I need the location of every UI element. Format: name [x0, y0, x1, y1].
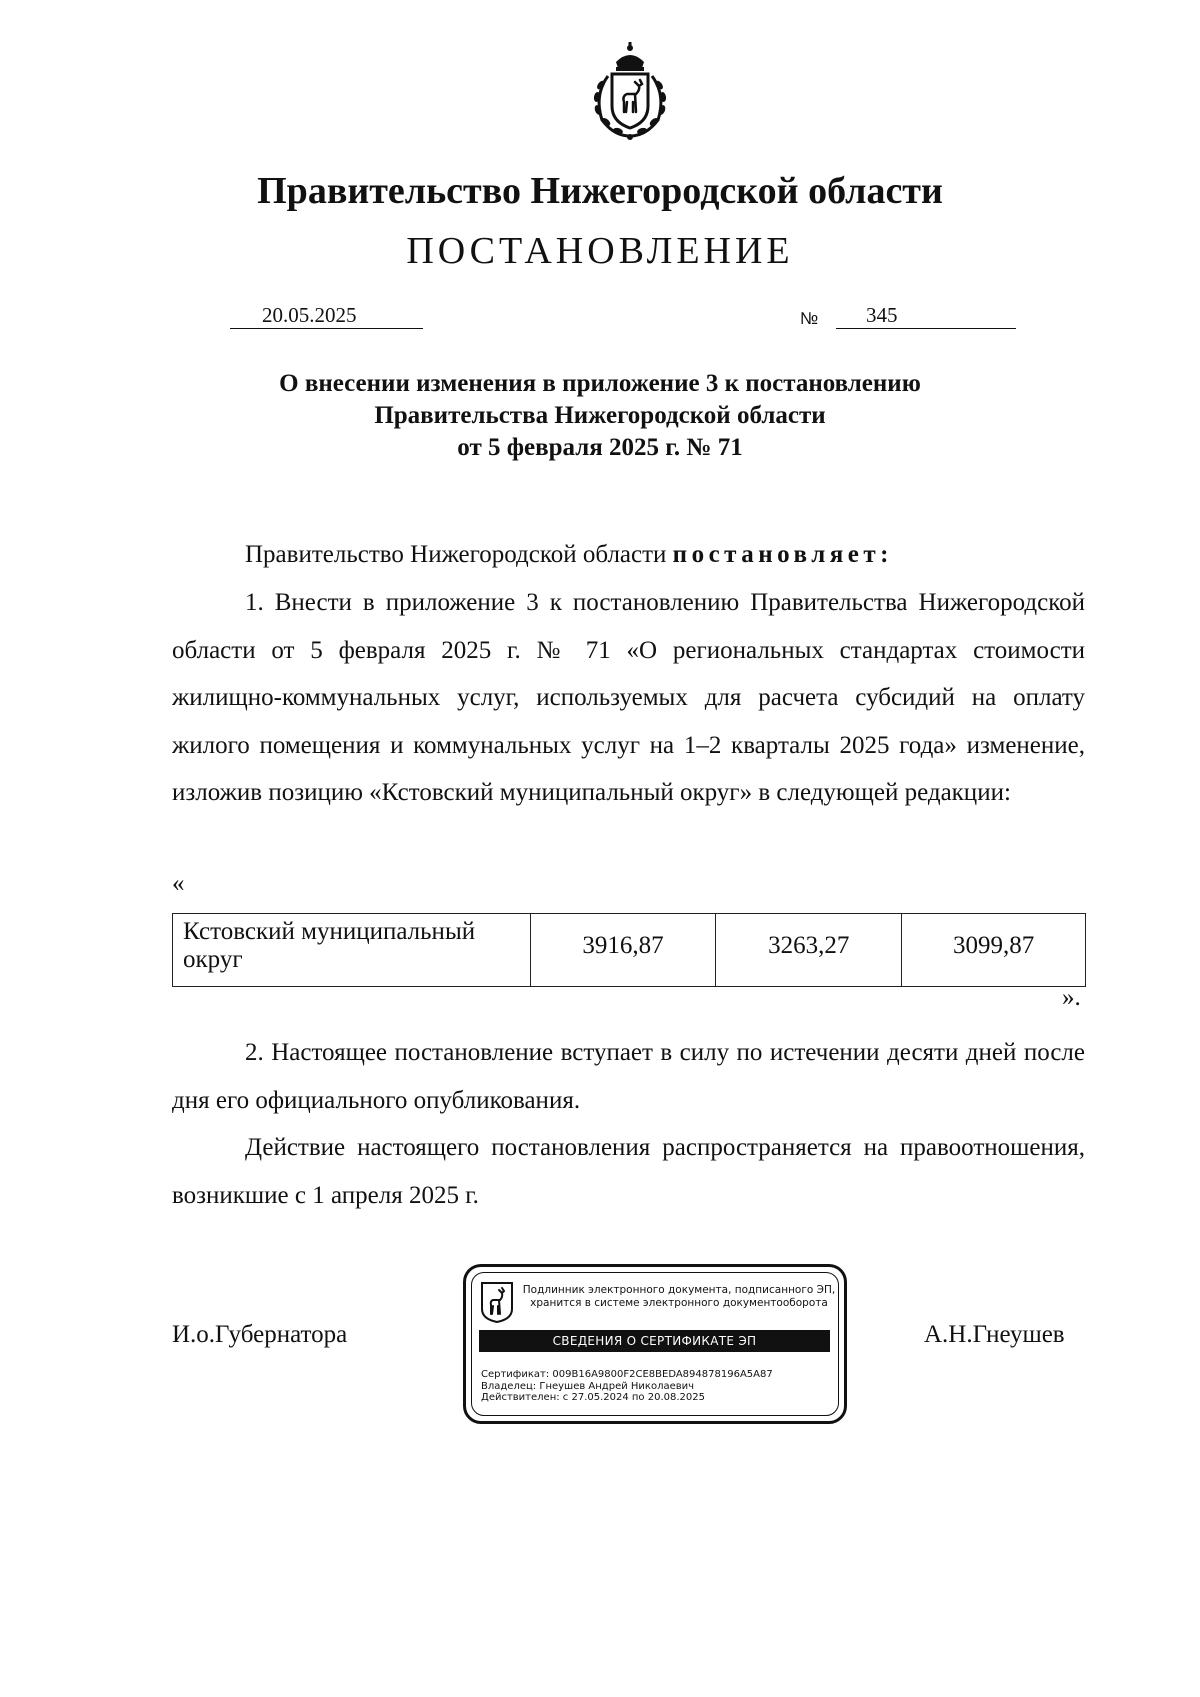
- electronic-signature-stamp: [463, 1264, 847, 1424]
- preamble-emphasis: постановляет:: [672, 541, 893, 568]
- certificate-number: Сертификат: 009B16A9800F2CE8BEDA894878196A5A87: [481, 1369, 773, 1380]
- table-cell-value: 3916,87: [530, 914, 716, 987]
- stamp-certificate-details: [481, 1369, 773, 1404]
- subject-line: О внесении изменения в приложение 3 к постановлению: [279, 370, 921, 397]
- document-subject: [0, 368, 1200, 464]
- signer-position: И.о.Губернатора: [172, 1321, 348, 1348]
- table-cell-name: Кстовский муниципальный округ: [173, 914, 531, 987]
- stamp-note-line: хранится в системе электронного документооборота: [530, 1297, 828, 1309]
- preamble: [172, 531, 1085, 579]
- paragraph-item-2-continuation: Действие настоящего постановления распространяется на правоотношения, возникшие с 1 апреля 2025 г.: [172, 1134, 1085, 1209]
- stamp-note: [519, 1284, 839, 1310]
- stamp-certificate-header: СВЕДЕНИЯ О СЕРТИФИКАТЕ ЭП: [479, 1330, 830, 1352]
- document-type: ПОСТАНОВЛЕНИЕ: [406, 230, 794, 272]
- number-sign: №: [800, 309, 819, 328]
- signer-name: А.Н.Гнеушев: [924, 1321, 1065, 1348]
- document-date: 20.05.2025: [230, 302, 423, 329]
- preamble-text: Правительство Нижегородской области: [245, 541, 673, 568]
- document-number: 345: [836, 302, 1016, 329]
- subject-line: от 5 февраля 2025 г. № 71: [457, 434, 743, 461]
- paragraph-item-1: 1. Внести в приложение 3 к постановлению Правительства Нижегородской области от 5 февраля 2025 г. № 71 «О региональных стандартах стоимости жилищно-коммунальных услуг, используемых для расчета субсидий на оплату жилого помещения и коммунальных услуг на 1–2 кварталы 2025 года» изменение, изложив позицию «Кстовский муниципальный округ» в следующей редакции:: [172, 589, 1085, 806]
- certificate-owner: Владелец: Гнеушев Андрей Николаевич: [481, 1380, 695, 1392]
- table-cell-value: 3099,87: [902, 914, 1086, 987]
- paragraph-item-2: 2. Настоящее постановление вступает в силу по истечении десяти дней после дня его официального опубликования.: [172, 1039, 1085, 1114]
- stamp-note-line: Подлинник электронного документа, подписанного ЭП,: [522, 1284, 836, 1296]
- coat-of-arms-icon: [580, 40, 680, 142]
- subject-line: Правительства Нижегородской области: [374, 402, 826, 429]
- certificate-validity: Действителен: с 27.05.2024 по 20.08.2025: [481, 1392, 705, 1403]
- table-row: [173, 914, 1086, 987]
- close-quote: ».: [1062, 984, 1081, 1011]
- table-cell-value: 3263,27: [716, 914, 902, 987]
- government-title: Правительство Нижегородской области: [257, 170, 943, 212]
- amendment-table: [172, 913, 1086, 987]
- open-quote: «: [172, 870, 185, 897]
- coat-of-arms-icon: [480, 1281, 514, 1323]
